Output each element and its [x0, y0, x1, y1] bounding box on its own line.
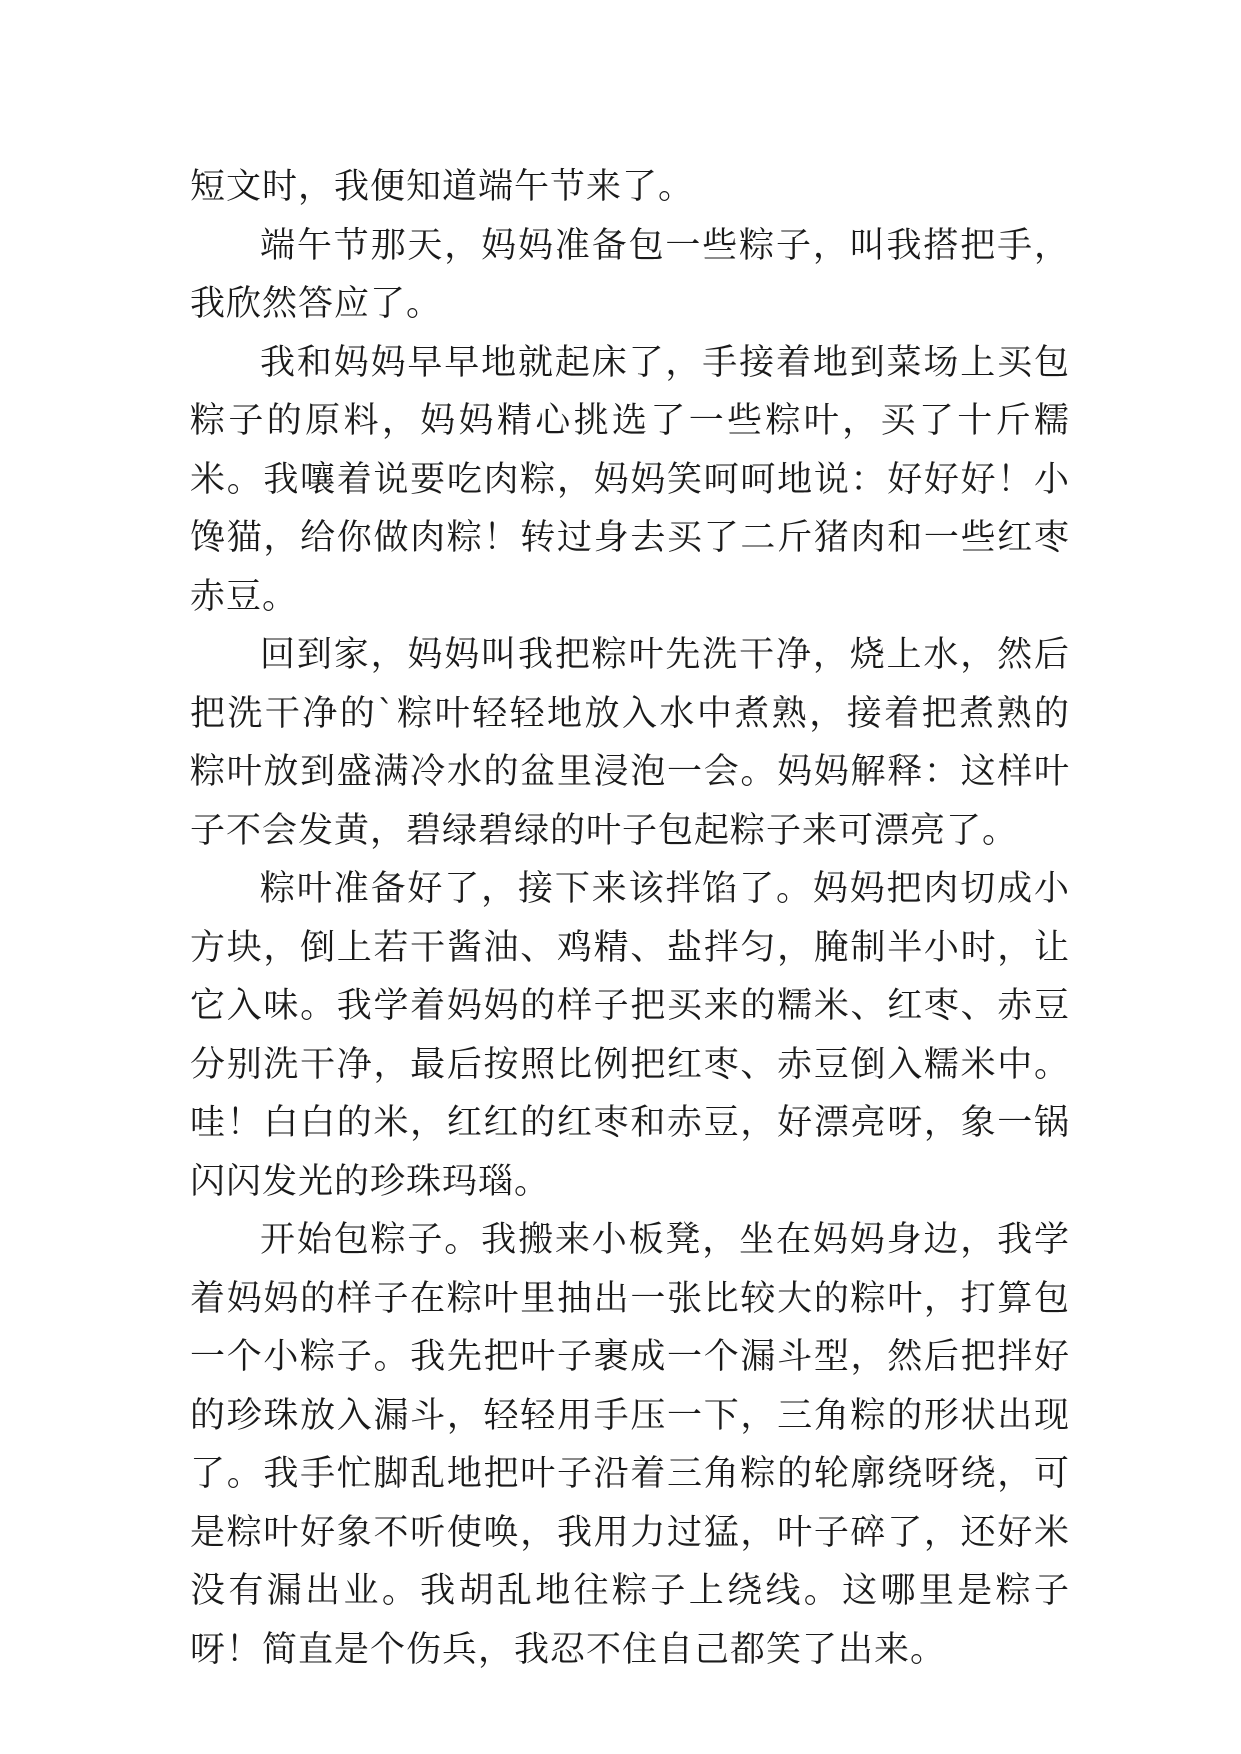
paragraph-1: 短文时，我便知道端午节来了。 [190, 167, 695, 207]
document-body [190, 158, 1070, 1679]
paragraph-2: 端午节那天，妈妈准备包一些粽子，叫我搭把手，我欣然答应了。 [190, 225, 1070, 324]
paragraph-5: 粽叶准备好了，接下来该拌馅了。妈妈把肉切成小方块，倒上若干酱油、鸡精、盐拌匀，腌制半小时，让它入味。我学着妈妈的样子把买来的糯米、红枣、赤豆分别洗干净，最后按照比例把红枣、赤豆倒入糯米中。哇！白白的米，红红的红枣和赤豆，好漂亮呀，象一锅闪闪发光的珍珠玛瑙。 [190, 869, 1070, 1202]
paragraph-3: 我和妈妈早早地就起床了，手接着地到菜场上买包粽子的原料，妈妈精心挑选了一些粽叶，买了十斤糯米。我嚷着说要吃肉粽，妈妈笑呵呵地说：好好好！小馋猫，给你做肉粽！转过身去买了二斤猪肉和一些红枣赤豆。 [190, 342, 1070, 617]
paragraph-6: 开始包粽子。我搬来小板凳，坐在妈妈身边，我学着妈妈的样子在粽叶里抽出一张比较大的粽叶，打算包一个小粽子。我先把叶子裹成一个漏斗型，然后把拌好的珍珠放入漏斗，轻轻用手压一下，三角粽的形状出现了。我手忙脚乱地把叶子沿着三角粽的轮廓绕呀绕，可是粽叶好象不听使唤，我用力过猛，叶子碎了，还好米没有漏出业。我胡乱地往粽子上绕线。这哪里是粽子呀！简直是个伤兵，我忍不住自己都笑了出来。 [190, 1220, 1070, 1670]
paragraph-4: 回到家，妈妈叫我把粽叶先洗干净，烧上水，然后把洗干净的`粽叶轻轻地放入水中煮熟，接着把煮熟的粽叶放到盛满冷水的盆里浸泡一会。妈妈解释：这样叶子不会发黄，碧绿碧绿的叶子包起粽子来可漂亮了。 [190, 635, 1070, 851]
